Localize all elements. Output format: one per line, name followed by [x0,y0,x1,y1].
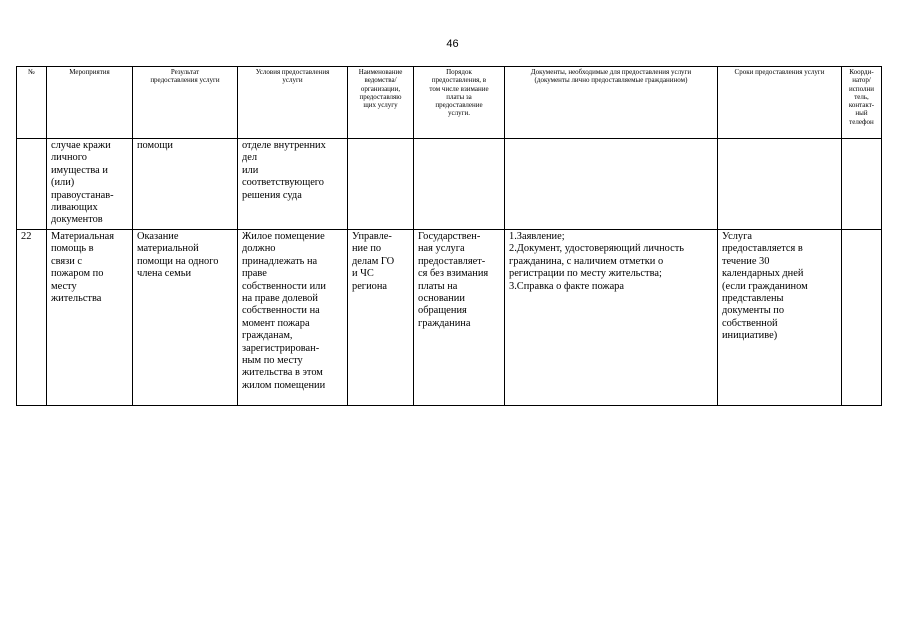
cell-procedure: Государствен- ная услуга предоставляет- ся без взимания платы на основании обращения гражданина [414,230,505,406]
header-procedure: Порядок предоставления, в том числе взимание платы за предоставление услуги. [414,67,505,139]
table-header-row [17,67,882,139]
table-row [17,139,882,230]
cell-number [17,139,47,230]
cell-coordinator [842,230,882,406]
header-conditions: Условия предоставления услуги [238,67,348,139]
header-terms: Сроки предоставления услуги [718,67,842,139]
header-documents: Документы, необходимые для предоставления услуги (документы лично предоставляемые гражданином) [505,67,718,139]
cell-procedure [414,139,505,230]
cell-coordinator [842,139,882,230]
cell-result: Оказание материальной помощи на одного члена семьи [133,230,238,406]
cell-number: 22 [17,230,47,406]
cell-conditions: Жилое помещение должно принадлежать на праве собственности или на праве долевой собственности на момент пожара гражданам, зарегистрирован- ным по месту жительства в этом жилом помещении [238,230,348,406]
page-number: 46 [446,38,459,50]
header-result: Результат предоставления услуги [133,67,238,139]
cell-documents [505,139,718,230]
cell-terms [718,139,842,230]
cell-conditions: отделе внутренних дел или соответствующего решения суда [238,139,348,230]
cell-agency: Управле- ние по делам ГО и ЧС региона [348,230,414,406]
cell-agency [348,139,414,230]
cell-documents: 1.Заявление; 2.Документ, удостоверяющий личность гражданина, с наличием отметки о регистрации по месту жительства; 3.Справка о факте пожара [505,230,718,406]
header-agency: Наименование ведомства/ организации, предоставляю щих услугу [348,67,414,139]
cell-event: Материальная помощь в связи с пожаром по месту жительства [47,230,133,406]
cell-result: помощи [133,139,238,230]
table-row [17,230,882,406]
header-number: № [17,67,47,139]
header-coordinator: Коорди- натор/ исполни тель, контакт- ный телефон [842,67,882,139]
cell-event: случае кражи личного имущества и (или) правоустанав- ливающих документов [47,139,133,230]
cell-terms: Услуга предоставляется в течение 30 календарных дней (если гражданином представлены документы по собственной инициативе) [718,230,842,406]
header-event: Мероприятия [47,67,133,139]
services-table [16,66,882,406]
